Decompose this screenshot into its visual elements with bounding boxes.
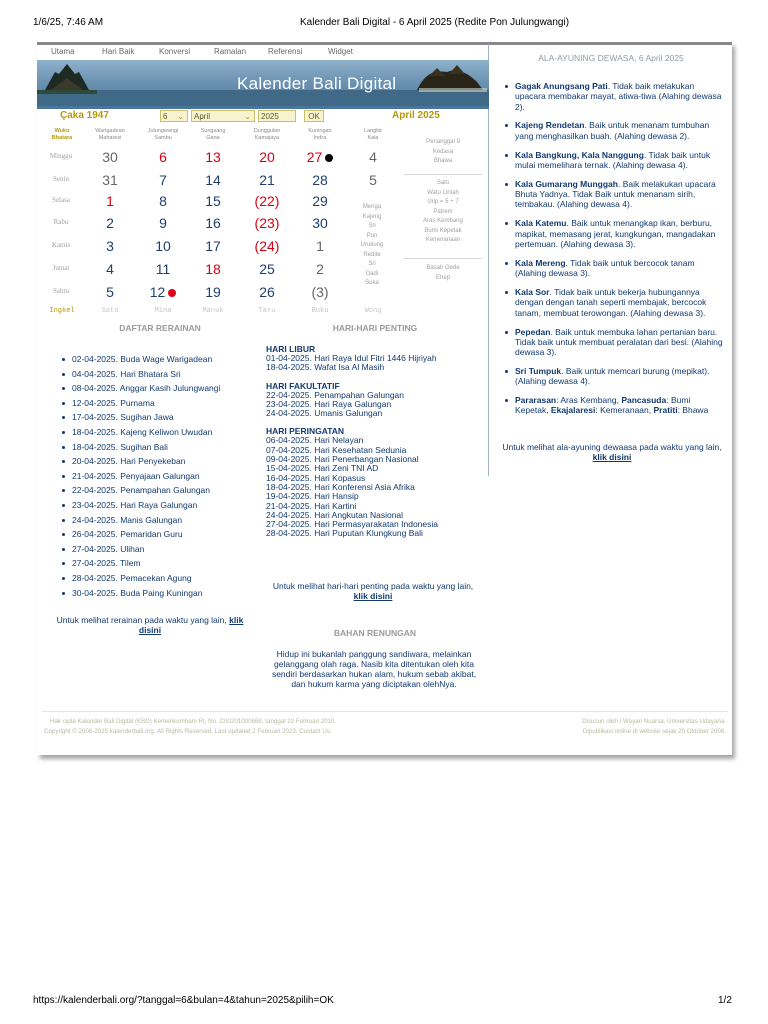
libur-item: 01-04-2025. Hari Raya Idul Fitri 1446 Hijriyah: [266, 353, 437, 363]
peringatan-item: 15-04-2025. Hari Zeni TNI AD: [266, 463, 379, 474]
next-wuku-link[interactable]: Sato: [101, 307, 119, 315]
wuku-header-name: Langkir: [363, 128, 383, 134]
weekday-label: Rabu: [53, 218, 69, 226]
penting-section: [266, 344, 486, 539]
side-info-divider: [404, 258, 482, 259]
ala-item-desc: : Aras Kembang,: [556, 395, 622, 406]
libur-title: HARI LIBUR: [266, 344, 316, 354]
date-number: 2: [316, 261, 324, 277]
wuku-header: [242, 128, 292, 142]
rerainan-item: 28-04-2025. Pemacekan Agung: [62, 573, 262, 588]
nav-hari-baik[interactable]: Hari Baik: [102, 47, 135, 56]
side-info-divider: [404, 174, 482, 175]
side-info-line: Kemeranaan: [425, 237, 461, 243]
date-number: 5: [106, 284, 114, 300]
ala-item: [505, 218, 723, 249]
rerainan-item: 12-04-2025. Purnama: [62, 398, 262, 413]
penting-link[interactable]: klik disini: [353, 591, 393, 601]
renungan-heading: BAHAN RENUNGAN: [333, 628, 417, 638]
calendar-date-cell[interactable]: [242, 238, 292, 254]
weekday-label: Sabtu: [53, 287, 69, 295]
calendar-date-cell[interactable]: [242, 193, 292, 209]
penting-note: [262, 581, 484, 601]
ala-item-desc: : Bhawa: [677, 405, 709, 416]
wuku-header-deity: Kala: [367, 135, 379, 141]
side-info-line: Aras Kembang: [423, 218, 463, 224]
date-number: (22): [254, 193, 280, 209]
year-input-value: 2025: [261, 112, 279, 121]
peringatan-item: 06-04-2025. Hari Nelayan: [266, 435, 364, 446]
ala-item-name: Pepedan: [515, 326, 551, 337]
calendar-date-cell[interactable]: [85, 215, 135, 231]
ala-item: [505, 327, 723, 358]
date-number: 7: [159, 172, 167, 188]
rerainan-item: 24-04-2025. Manis Galungan: [62, 515, 262, 530]
calendar-date-cell[interactable]: [188, 261, 238, 277]
weekday-label: Senin: [53, 175, 69, 183]
side-info-line: Kedasa: [432, 148, 454, 155]
date-number: 28: [312, 172, 328, 188]
calendar-date-cell[interactable]: [138, 261, 188, 277]
ala-item-name: Kala Bangkung, Kala Nanggung: [515, 149, 644, 160]
side-info-line: Urukung: [360, 242, 384, 248]
calendar-date-cell[interactable]: [138, 215, 188, 231]
ala-item-desc: . Baik untuk membuka lahan pertanian baru. Tidak baik untuk membuat peralatan dari besi. (Alahing dewasa 3).: [515, 326, 723, 358]
ala-item: [505, 258, 723, 279]
rerainan-item: 22-04-2025. Penampahan Galungan: [62, 485, 262, 500]
side-info-line: Bhawa: [433, 158, 453, 164]
side-info-line: Sri: [368, 261, 376, 267]
wuku-header-deity: Maharesi: [98, 135, 122, 141]
date-number: 5: [369, 172, 377, 188]
nav-konversi[interactable]: Konversi: [159, 47, 191, 56]
side-info-line: Basah Gede: [426, 265, 460, 271]
side-info-line: Patrem: [433, 208, 453, 215]
wuku-header: [37, 128, 87, 142]
side-info-line: Ehep: [435, 274, 450, 281]
wuku-header-deity: Bhatara: [51, 135, 73, 141]
calendar-date-cell[interactable]: [85, 193, 135, 209]
calendar-date-cell[interactable]: [242, 172, 292, 188]
ala-item-name: Kala Gumarang Munggah: [515, 178, 618, 189]
calendar-date-cell[interactable]: [188, 215, 238, 231]
fakultatif-item: 23-04-2025. Hari Raya Galungan: [266, 398, 392, 409]
rerainan-item: 02-04-2025. Buda Wage Warigadean: [62, 354, 262, 369]
fakultatif-item: 24-04-2025. Umanis Galungan: [266, 408, 383, 419]
rerainan-list: [62, 354, 262, 602]
ala-item-name: Kala Katemu: [515, 218, 567, 229]
wuku-header-deity: Kamajaya: [254, 135, 280, 141]
date-number: 1: [316, 238, 324, 254]
ala-item-name: Kala Sor: [515, 287, 550, 298]
calendar-date-cell[interactable]: [85, 172, 135, 188]
side-info-line: Dadi: [365, 270, 379, 277]
date-number: 11: [155, 261, 171, 277]
date-number: 14: [205, 172, 221, 188]
next-wuku-link[interactable]: Taru: [258, 307, 276, 315]
next-wuku-link[interactable]: Mina: [154, 307, 172, 315]
month-year-label: April 2025: [392, 110, 440, 121]
side-info-day-attributes: [352, 203, 392, 289]
print-title: Kalender Bali Digital - 6 April 2025 (Redite Pon Julungwangi): [300, 17, 570, 28]
date-number: (23): [254, 215, 280, 231]
rerainan-link-disini[interactable]: disini: [138, 625, 162, 635]
ala-item-name: Kala Mereng: [515, 257, 566, 268]
date-number: 4: [369, 149, 377, 165]
date-number: (3): [311, 284, 329, 300]
calendar-date-cell[interactable]: [138, 193, 188, 209]
nav-widget[interactable]: Widget: [328, 47, 353, 56]
side-info-extra: [404, 264, 482, 283]
rerainan-item: 27-04-2025. Tilem: [62, 558, 262, 573]
calendar-date-cell[interactable]: [188, 172, 238, 188]
side-info-line: Penanggal 9: [426, 139, 460, 145]
date-number: 26: [259, 284, 275, 300]
wuku-header-name: Julungwangi: [147, 128, 179, 134]
wuku-header-name: Dunggulan: [253, 128, 281, 134]
caka-year: Çaka 1947: [60, 110, 109, 121]
weekday-label: Minggu: [49, 152, 73, 160]
peringatan-item: 19-04-2025. Hari Hansip: [266, 491, 359, 502]
ala-list: [505, 81, 723, 424]
side-info-line: Urip = 5 + 7: [427, 199, 459, 205]
wuku-header-deity: Indra: [313, 135, 327, 141]
footer-published: Dipublikasi online di website sejak 20 Oktober 2008.: [582, 728, 726, 735]
ala-heading: ALA-AYUNING DEWASA, 6 April 2025: [538, 53, 684, 63]
date-number: 13: [205, 149, 221, 165]
side-info-line: Watu Lintah: [427, 189, 459, 196]
calendar-date-cell[interactable]: [348, 149, 398, 165]
print-page: 1/2: [718, 995, 732, 1006]
fakultatif-title: HARI FAKULTATIF: [266, 380, 340, 391]
peringatan-item: 09-04-2025. Hari Penerbangan Nasional: [266, 454, 419, 465]
date-number: 30: [312, 215, 328, 231]
rerainan-item: 26-04-2025. Pemaridan Guru: [62, 529, 262, 544]
print-url: https://kalenderbali.org/?tanggal=6&bulan=4&tahun=2025&pilih=OK: [33, 995, 334, 1006]
ala-item-name: Gagak Anungsang Pati: [515, 81, 608, 91]
calendar-date-cell[interactable]: [242, 261, 292, 277]
date-number: 8: [159, 193, 167, 209]
ala-item: [505, 366, 723, 387]
calendar-date-cell[interactable]: [242, 284, 292, 300]
date-number: 29: [312, 193, 328, 209]
ala-item-desc: . Baik melakukan upacara Bhuta Yadnya. Tidak Baik untuk menanam sirih, tembakau. (Alahing dewasa 4).: [515, 178, 716, 210]
date-number: 25: [259, 261, 275, 277]
rerainan-link-klik[interactable]: klik: [229, 615, 244, 625]
side-info-line: Kajeng: [362, 213, 382, 220]
wuku-header: [138, 128, 188, 142]
date-number: 18: [205, 261, 221, 277]
ala-item-desc: . Baik untuk memcari burung (mepikat). (Alahing dewasa 4).: [515, 365, 710, 387]
rerainan-item: 17-04-2025. Sugihan Jawa: [62, 412, 262, 427]
side-info-line: Menga: [362, 204, 382, 210]
wuku-header-name: Sungsang: [200, 128, 226, 134]
peringatan-item: 27-04-2025. Hari Permasyarakatan Indonesia: [266, 519, 438, 530]
calendar-date-cell[interactable]: [295, 149, 345, 165]
weekday-label: Kamis: [51, 241, 71, 249]
calendar-date-cell[interactable]: [295, 215, 345, 231]
next-wuku-link[interactable]: Ingkel: [49, 307, 75, 315]
banner-underline: [37, 106, 489, 109]
calendar-date-cell[interactable]: [138, 149, 188, 165]
ala-item-desc: : Kemeranaan,: [595, 405, 654, 416]
footer-divider: [42, 711, 728, 712]
rerainan-item: 21-04-2025. Penyajaan Galungan: [62, 471, 262, 486]
side-info-line: Redite: [363, 251, 381, 258]
renungan-text: [260, 649, 488, 689]
ala-item-desc: . Baik untuk menangkap ikan, berburu, mapikat, memasang jerat, kungkungan, mangadakan pertemuan. (Alahing dewasa 3).: [515, 218, 716, 249]
calendar-date-cell[interactable]: [348, 172, 398, 188]
wuku-header: [85, 128, 135, 142]
rerainan-item: 18-04-2025. Kajeng Keliwon Uwudan: [62, 427, 262, 442]
date-number: 1: [106, 193, 114, 209]
footer-author: Disusun oleh I Wayan Nuarsa, Universitas Udayana.: [582, 718, 726, 725]
side-info-line: Bumi Kepetak: [424, 227, 462, 234]
date-number: 10: [155, 238, 171, 254]
calendar-date-cell[interactable]: [242, 215, 292, 231]
rerainan-item: 18-04-2025. Sugihan Bali: [62, 442, 262, 457]
ala-item-name: Pancasuda: [621, 395, 667, 406]
rerainan-item: 23-04-2025. Hari Raya Galungan: [62, 500, 262, 515]
peringatan-item: 07-04-2025. Hari Kesehatan Sedunia: [266, 444, 407, 455]
footer-copyright-1: Hak cipta Kalender Bali Digital (KBD) Kemenkumham RI, No. C00201000668, tanggal 22 Februari 2010.: [50, 718, 337, 725]
date-number: 6: [159, 149, 167, 165]
wuku-header-deity: Gana: [206, 135, 220, 141]
chevron-down-icon: ⌄: [244, 112, 251, 121]
wuku-header-deity: Sambu: [154, 135, 172, 141]
ala-link[interactable]: klik disini: [592, 452, 632, 462]
wuku-header: [348, 128, 398, 142]
year-input[interactable]: [258, 110, 296, 122]
ala-item-desc: . Tidak baik untuk bercocok tanam (Alahing dewasa 3).: [515, 257, 695, 279]
wuku-header-name: Warigadean: [95, 128, 125, 134]
ala-item-name: Kajeng Rendetan: [515, 120, 585, 131]
ala-item-name: Pratiti: [653, 405, 678, 416]
date-number: 16: [205, 215, 221, 231]
ala-item-name: Sri Tumpuk: [515, 365, 562, 376]
purnama-moon-icon: [168, 289, 176, 297]
nav-ramalan[interactable]: Ramalan: [214, 47, 247, 56]
calendar-date-cell[interactable]: [295, 284, 345, 300]
calendar-date-cell[interactable]: [188, 149, 238, 165]
peringatan-item: 21-04-2025. Hari Kartini: [266, 500, 357, 511]
header-banner: [37, 60, 489, 106]
peringatan-item: 28-04-2025. Hari Puputan Klungkung Bali: [266, 528, 423, 539]
month-select-value: April: [194, 112, 211, 121]
day-select-value: 6: [163, 112, 168, 121]
ala-item: [505, 395, 723, 416]
side-info-penanggal: [404, 138, 482, 167]
calendar-date-cell[interactable]: [295, 261, 345, 277]
renungan-line: Hidup ini bukanlah panggung sandiwara, melainkan: [276, 649, 472, 659]
rerainan-item: 08-04-2025. Anggar Kasih Julungwangi: [62, 383, 262, 398]
calendar-date-cell[interactable]: [85, 261, 135, 277]
ala-item-name: Pararasan: [515, 395, 557, 406]
side-info-line: Sri: [368, 223, 376, 229]
ala-item: [505, 287, 723, 318]
side-info-wuku-details: [404, 179, 482, 246]
calendar-date-cell[interactable]: [188, 284, 238, 300]
peringatan-item: 16-04-2025. Hari Kopasus: [266, 472, 366, 483]
fakultatif-item: 22-04-2025. Penampahan Galungan: [266, 389, 404, 400]
ala-item-desc: . Tidak baik melakukan upacara membakar mayat, atiwa-tiwa (Alahing dewasa 2).: [515, 81, 722, 112]
date-number: 21: [259, 172, 275, 188]
date-number: 12: [149, 284, 166, 300]
calendar-date-cell[interactable]: [85, 284, 135, 300]
rerainan-heading: DAFTAR RERAINAN: [119, 323, 201, 333]
renungan-line: sendiri berdasarkan hukan alam, hukum sebab akibat,: [271, 669, 477, 679]
date-number: 20: [259, 149, 275, 165]
rerainan-item: 20-04-2025. Hari Penyekeban: [62, 456, 262, 471]
ala-note-text: Untuk melihat ala-ayuning dewaasa pada waktu yang lain,: [502, 442, 722, 452]
weekday-label: Jumat: [52, 264, 70, 272]
ala-item-name: Ekajalaresi: [550, 405, 596, 416]
renungan-line: gelanggang olah raga. Nasib kita ditentukan oleh kita: [274, 659, 474, 669]
libur-item: 18-04-2025. Wafat Isa Al Masih: [266, 362, 385, 373]
wuku-header: [295, 128, 345, 142]
ala-item-desc: . Tidak baik untuk bekerja hubungannya dengan dengan tanah seperti membajak, bercocok tanam, membuat terowongan. (Alahing dewasa 3).: [515, 287, 707, 318]
date-number: 2: [106, 215, 114, 231]
footer-copyright-2: Copyright © 2008-2025 kalenderbali.org. All Rights Reserved. Last updated 2 Februari 2023. Contact Us.: [44, 728, 332, 735]
ala-item: [505, 120, 723, 141]
calendar-date-cell[interactable]: [242, 149, 292, 165]
peringatan-item: 18-04-2025. Hari Konferensi Asia Afrika: [266, 481, 415, 492]
date-number: 27: [306, 149, 323, 165]
next-wuku-link[interactable]: Manuk: [202, 307, 224, 315]
calendar-date-cell[interactable]: [295, 238, 345, 254]
wuku-header-name: Kuningan: [308, 128, 332, 134]
calendar-date-cell[interactable]: [295, 172, 345, 188]
calendar-date-cell[interactable]: [138, 238, 188, 254]
peringatan-item: 24-04-2025. Hari Angkutan Nasional: [266, 509, 404, 520]
rerainan-item: 27-04-2025. Ulihan: [62, 544, 262, 559]
ala-item-desc: : Bumi Kepetak,: [515, 395, 691, 416]
ala-item: [505, 179, 723, 210]
wuku-header: [188, 128, 238, 142]
next-wuku-link[interactable]: Buku: [311, 307, 329, 315]
side-info-line: Suka: [365, 280, 379, 286]
date-number: 4: [106, 261, 114, 277]
date-number: 30: [102, 149, 118, 165]
calendar-date-cell[interactable]: [188, 238, 238, 254]
calendar-date-cell[interactable]: [188, 193, 238, 209]
rerainan-note: [44, 615, 256, 635]
calendar-date-cell[interactable]: [85, 149, 135, 165]
peringatan-title: HARI PERINGATAN: [266, 426, 345, 437]
nav-referensi[interactable]: Referensi: [268, 47, 303, 56]
date-number: 31: [102, 172, 118, 188]
nav-utama[interactable]: Utama: [51, 47, 75, 56]
date-number: 19: [205, 284, 221, 300]
penting-heading: HARI-HARI PENTING: [332, 323, 418, 333]
day-select[interactable]: [160, 110, 188, 122]
ala-item: [505, 150, 723, 171]
tilem-moon-icon: [325, 154, 333, 162]
renungan-line: dan hukum karma yang diciptakan olehNya.: [291, 679, 457, 689]
date-number: 17: [205, 238, 221, 254]
date-number: 9: [159, 215, 167, 231]
chevron-down-icon: ⌄: [177, 112, 184, 121]
ala-note: [494, 442, 730, 462]
site-title: Kalender Bali Digital: [237, 74, 397, 93]
date-number: 3: [106, 238, 114, 254]
rerainan-item: 04-04-2025. Hari Bhatara Sri: [62, 369, 262, 384]
calendar-date-cell[interactable]: [138, 172, 188, 188]
date-number: 15: [205, 193, 221, 209]
next-wuku-link[interactable]: Wong: [364, 307, 382, 315]
month-select[interactable]: [191, 110, 255, 122]
calendar-date-cell[interactable]: [138, 284, 188, 300]
penting-note-text: Untuk melihat hari-hari penting pada waktu yang lain,: [272, 581, 474, 591]
wuku-header-name: Wuku: [54, 128, 70, 134]
calendar-date-cell[interactable]: [85, 238, 135, 254]
weekday-label: Selasa: [52, 196, 70, 204]
side-info-line: Pon: [366, 232, 378, 239]
rerainan-note-text: Untuk melihat rerainan pada waktu yang lain,: [56, 615, 227, 625]
ok-button[interactable]: OK: [304, 110, 324, 122]
print-datetime: 1/6/25, 7:46 AM: [33, 17, 104, 28]
rerainan-item: 30-04-2025. Buda Paing Kuningan: [62, 588, 262, 603]
ala-item: [505, 81, 723, 112]
calendar-date-cell[interactable]: [295, 193, 345, 209]
side-info-line: Sato: [436, 180, 450, 186]
ala-item-desc: . Tidak baik untuk mulai memelihara ternak. (Alahing dewasa 4).: [515, 149, 711, 170]
ala-item-desc: . Baik untuk menanam tumbuhan yang menghasilkan buah. (Alahing dewasa 2).: [515, 120, 710, 141]
date-number: (24): [254, 238, 280, 254]
